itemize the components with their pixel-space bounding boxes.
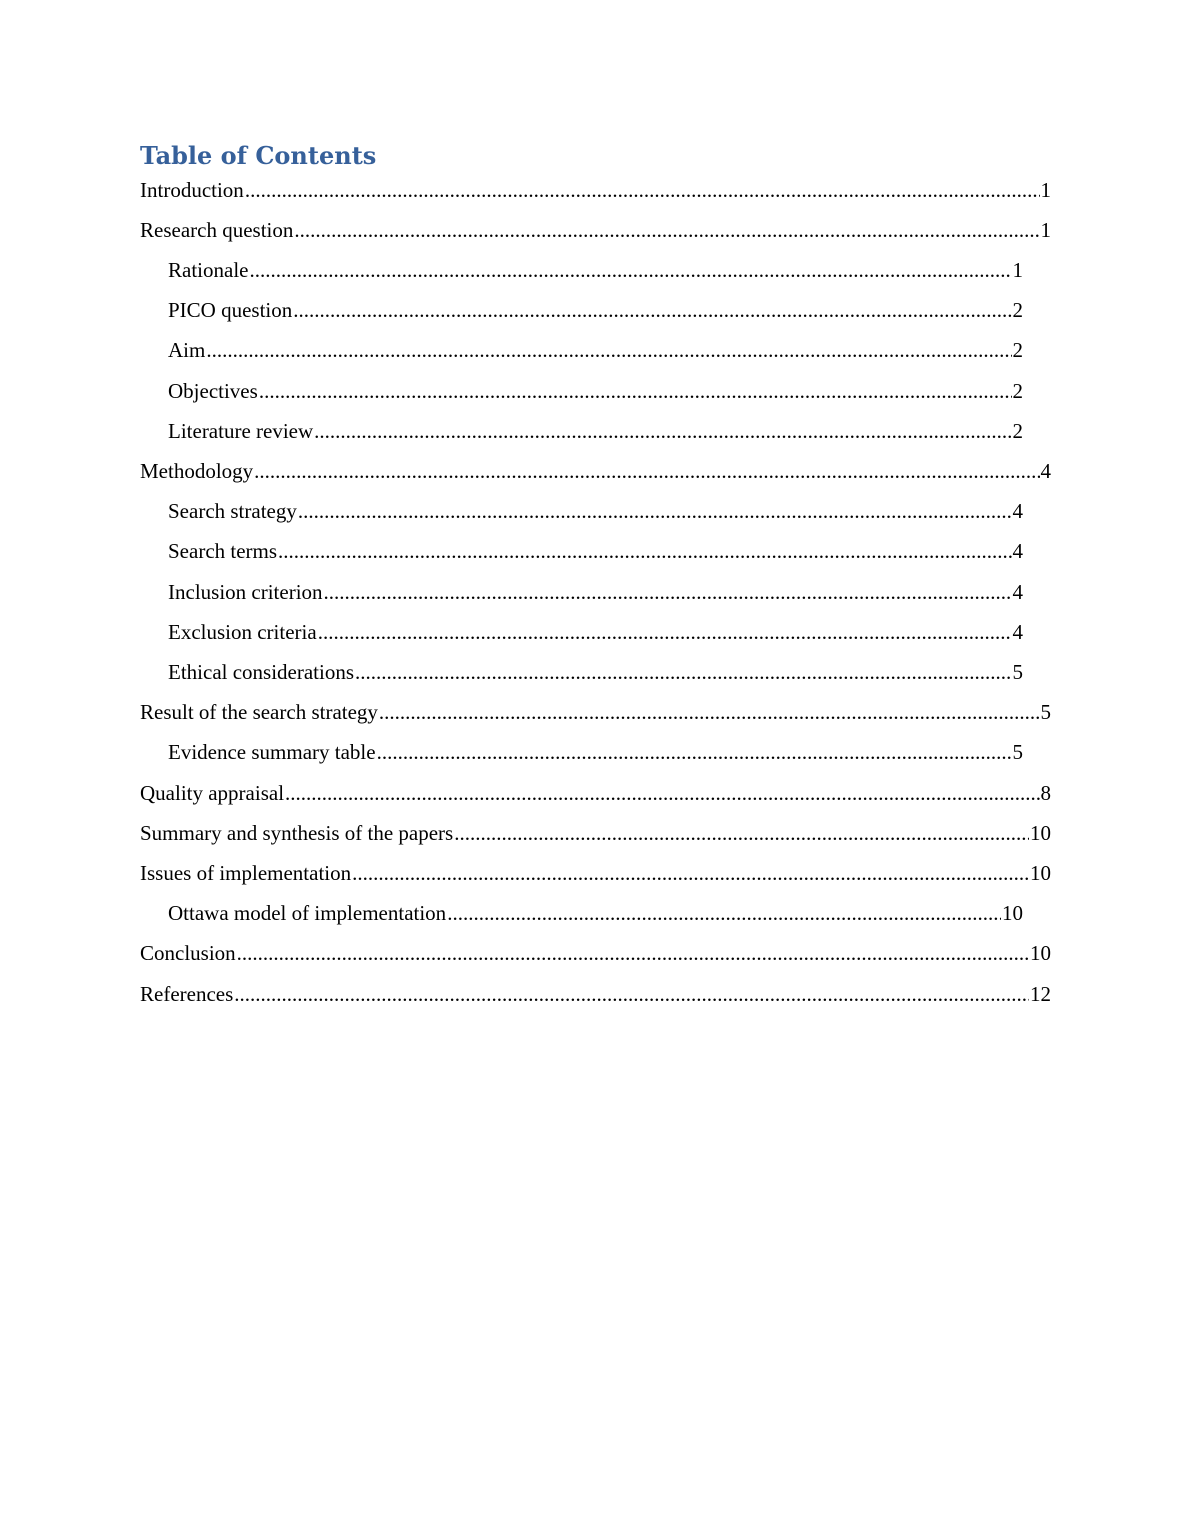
toc-entry-text: Rationale	[168, 257, 249, 282]
toc-entry-text: Summary and synthesis of the papers	[140, 820, 454, 845]
toc-entry[interactable]	[140, 853, 1051, 893]
toc-dot-leader	[293, 298, 1011, 323]
toc-dot-leader	[447, 901, 1001, 926]
toc-entry-text: Methodology	[140, 458, 254, 483]
toc-entry[interactable]	[168, 291, 1023, 331]
toc-page-number: 5	[1040, 700, 1051, 725]
toc-page-number: 5	[1012, 659, 1023, 684]
toc-entry-text: Conclusion	[140, 941, 236, 966]
toc-page-number: 12	[1030, 981, 1051, 1006]
toc-dot-leader	[259, 379, 1012, 404]
toc-entry[interactable]	[140, 170, 1051, 210]
toc-entry[interactable]	[140, 693, 1051, 733]
toc-entry[interactable]	[168, 612, 1023, 652]
toc-heading: Table of Contents	[140, 141, 377, 170]
toc-dot-leader	[298, 499, 1012, 524]
toc-entry-text: Aim	[168, 338, 206, 363]
toc-dot-leader	[454, 821, 1029, 846]
toc-page-number: 10	[1030, 860, 1051, 885]
toc-dot-leader	[249, 258, 1011, 283]
toc-entry[interactable]	[140, 974, 1051, 1014]
toc-entry[interactable]	[168, 492, 1023, 532]
toc-dot-leader	[237, 941, 1029, 966]
toc-dot-leader	[245, 178, 1040, 203]
toc-entry[interactable]	[140, 451, 1051, 491]
toc-entry-text: Result of the search strategy	[140, 700, 378, 725]
toc-page-number: 4	[1040, 458, 1051, 483]
toc-dot-leader	[285, 781, 1039, 806]
toc-entry-text: Ethical considerations	[168, 659, 355, 684]
toc-page-number: 1	[1040, 217, 1051, 242]
toc-dot-leader	[278, 539, 1011, 564]
toc-entry-text: References	[140, 981, 234, 1006]
toc-entry-text: Search strategy	[168, 499, 297, 524]
toc-dot-leader	[234, 982, 1029, 1007]
toc-dot-leader	[379, 700, 1040, 725]
toc-entry-text: Issues of implementation	[140, 860, 352, 885]
toc-entry-text: Inclusion criterion	[168, 579, 323, 604]
toc-page-number: 2	[1012, 378, 1023, 403]
toc-page-number: 8	[1040, 780, 1051, 805]
toc-page-number: 4	[1012, 579, 1023, 604]
toc-entry[interactable]	[168, 652, 1023, 692]
toc-entry-text: PICO question	[168, 298, 293, 323]
toc-entry[interactable]	[168, 532, 1023, 572]
toc-page-number: 10	[1030, 820, 1051, 845]
toc-entry-text: Quality appraisal	[140, 780, 285, 805]
toc-entry-text: Literature review	[168, 418, 314, 443]
toc-dot-leader	[377, 740, 1012, 765]
toc-page-number: 2	[1012, 338, 1023, 363]
toc-page-number: 2	[1012, 298, 1023, 323]
toc-page-number: 4	[1012, 499, 1023, 524]
toc-entry[interactable]	[168, 894, 1023, 934]
toc-entry[interactable]	[168, 371, 1023, 411]
toc-entry-text: Research question	[140, 217, 294, 242]
toc-entry[interactable]	[168, 250, 1023, 290]
toc-entry-text: Objectives	[168, 378, 258, 403]
toc-dot-leader	[324, 580, 1012, 605]
toc-entry-text: Ottawa model of implementation	[168, 901, 447, 926]
toc-entry[interactable]	[140, 934, 1051, 974]
toc-entry[interactable]	[168, 331, 1023, 371]
toc-entry[interactable]	[168, 572, 1023, 612]
toc-dot-leader	[294, 218, 1039, 243]
toc-entry-text: Evidence summary table	[168, 740, 376, 765]
toc-page-number: 10	[1002, 901, 1023, 926]
toc-dot-leader	[206, 338, 1011, 363]
toc-page-number: 4	[1012, 619, 1023, 644]
toc-page-number: 4	[1012, 539, 1023, 564]
toc-entry-text: Exclusion criteria	[168, 619, 317, 644]
toc-entry-text: Introduction	[140, 177, 244, 202]
toc-page-number: 1	[1040, 177, 1051, 202]
toc-entry-text: Search terms	[168, 539, 278, 564]
toc-page-number: 2	[1012, 418, 1023, 443]
toc-dot-leader	[352, 861, 1029, 886]
toc-page-number: 1	[1012, 257, 1023, 282]
toc-dot-leader	[318, 620, 1012, 645]
toc-page-number: 10	[1030, 941, 1051, 966]
toc-entry[interactable]	[140, 210, 1051, 250]
toc-entry[interactable]	[140, 773, 1051, 813]
toc-entry[interactable]	[168, 411, 1023, 451]
toc-page-number: 5	[1012, 740, 1023, 765]
toc-entry[interactable]	[168, 733, 1023, 773]
toc-dot-leader	[254, 459, 1039, 484]
toc-dot-leader	[355, 660, 1011, 685]
toc-dot-leader	[314, 419, 1011, 444]
toc-entry[interactable]	[140, 813, 1051, 853]
